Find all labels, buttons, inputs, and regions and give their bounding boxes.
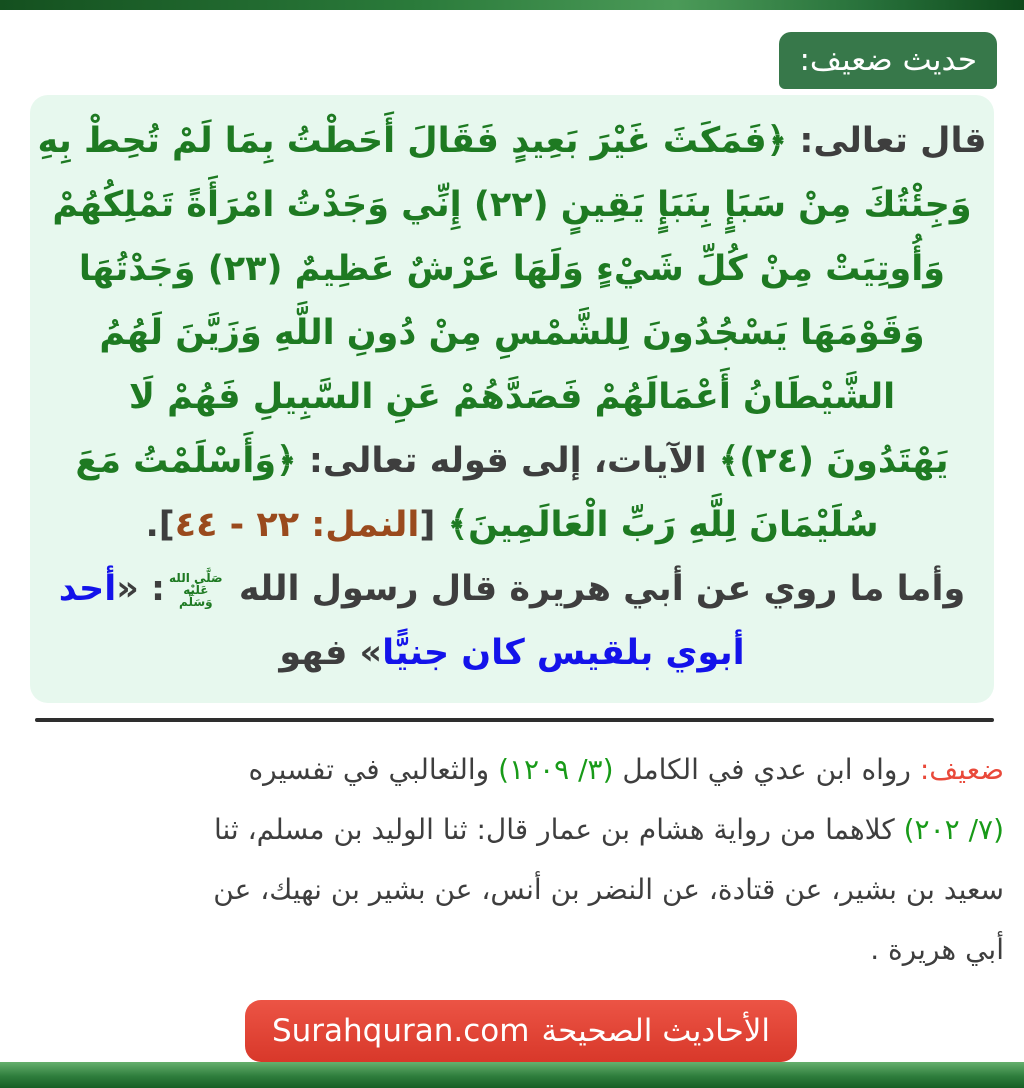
text-segment: (٧/ ٢٠٢): [903, 813, 1004, 846]
text-line: [30, 621, 994, 685]
text-segment: سعيد بن بشير، عن قتادة، عن النضر بن أنس، عن بشير بن نهيك، عن: [213, 873, 1004, 906]
hadith-quote-box: [30, 95, 994, 703]
text-segment: وَأُوتِيَتْ مِنْ كُلِّ شَيْءٍ وَلَهَا عَرْشٌ عَظِيمٌ (٢٣) وَجَدْتُهَا: [78, 249, 946, 289]
text-segment: ﴿فَمَكَثَ غَيْرَ بَعِيدٍ فَقَالَ أَحَطْتُ بِمَا لَمْ تُحِطْ بِهِ: [37, 121, 788, 161]
text-segment: النمل: ٢٢ - ٤٤: [174, 505, 420, 545]
text-segment: [: [419, 505, 436, 545]
text-segment: سُلَيْمَانَ لِلَّهِ رَبِّ الْعَالَمِينَ﴾: [435, 505, 879, 545]
text-segment: قال تعالى:: [787, 121, 987, 161]
grading-text-block: [18, 740, 1004, 980]
bottom-green-bar: [0, 1062, 1024, 1088]
text-segment: يَهْتَدُونَ (٢٤)﴾: [718, 441, 949, 481]
text-line: [30, 109, 994, 173]
text-segment: » فهو: [279, 633, 383, 673]
text-line: [18, 860, 1004, 920]
text-segment: أحد: [58, 569, 117, 609]
quran-text-block: [30, 109, 994, 685]
text-segment: كلاهما من رواية هشام بن عمار قال: ثنا الوليد بن مسلم، ثنا: [213, 813, 904, 846]
text-line: [30, 301, 994, 365]
top-green-bar: [0, 0, 1024, 10]
text-segment: : «: [116, 569, 166, 609]
saw-ligature-icon: صَلَّى الله عَلَيْه وَسَلَّم: [169, 571, 223, 609]
text-segment: ].: [145, 505, 175, 545]
text-segment: وأما ما روي عن أبي هريرة قال رسول الله: [226, 569, 966, 609]
site-badge[interactable]: [245, 1000, 797, 1062]
badge-site-name: Surahquran.com: [271, 1013, 530, 1049]
text-line: [30, 557, 994, 621]
text-segment: (٣/ ١٢٠٩): [498, 753, 614, 786]
badge-arabic-title: الأحاديث الصحيحة: [541, 1013, 771, 1049]
text-line: [30, 493, 994, 557]
text-segment: أبوي بلقيس كان جنيًّا: [382, 633, 745, 673]
text-segment: وَقَوْمَهَا يَسْجُدُونَ لِلشَّمْسِ مِنْ دُونِ اللَّهِ وَزَيَّنَ لَهُمُ: [99, 313, 925, 353]
text-segment: والثعالبي في تفسيره: [248, 753, 499, 786]
text-line: [30, 429, 994, 493]
text-segment: رواه ابن عدي في الكامل: [613, 753, 920, 786]
text-line: [30, 237, 994, 301]
text-segment: أبي هريرة .: [870, 933, 1004, 966]
text-segment: ضعيف:: [919, 753, 1004, 786]
text-line: [18, 800, 1004, 860]
hadith-status-label: حديث ضعيف:: [779, 32, 997, 89]
text-segment: ﴿وَأَسْلَمْتُ مَعَ: [75, 441, 297, 481]
text-line: [18, 740, 1004, 800]
text-line: [30, 365, 994, 429]
text-line: [30, 173, 994, 237]
text-line: [18, 920, 1004, 980]
text-segment: وَجِئْتُكَ مِنْ سَبَإٍ بِنَبَإٍ يَقِينٍ (٢٢) إِنِّي وَجَدْتُ امْرَأَةً تَمْلِكُهُمْ: [52, 185, 972, 225]
text-segment: الآيات، إلى قوله تعالى:: [296, 441, 719, 481]
text-segment: الشَّيْطَانُ أَعْمَالَهُمْ فَصَدَّهُمْ عَنِ السَّبِيلِ فَهُمْ لَا: [128, 377, 896, 417]
divider-line: [35, 718, 994, 722]
